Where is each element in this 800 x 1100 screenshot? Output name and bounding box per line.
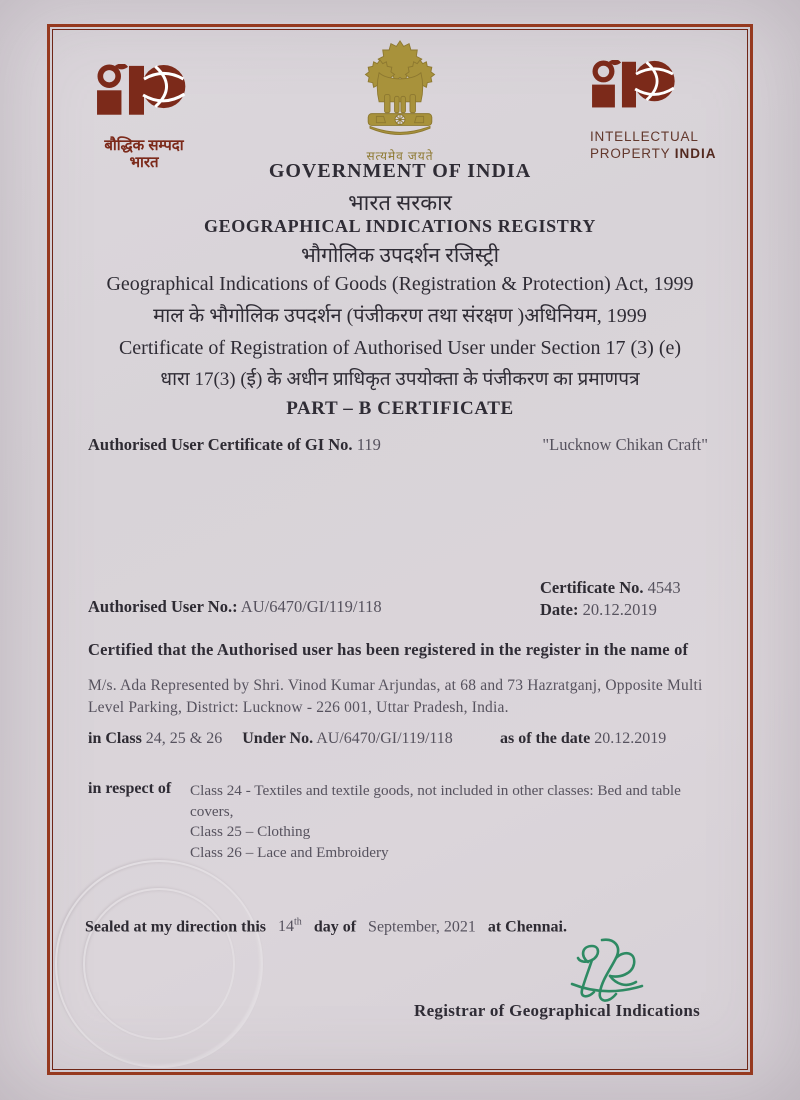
ip-logo-caption-english-line2: PROPERTY INDIA [590,146,717,161]
under-no-label: Under No. [242,730,314,747]
certificate-date-label: Date: [540,600,579,619]
sealed-label: Sealed at my direction this [85,918,267,936]
goods-classes-list [190,781,696,863]
embossed-seal-inner-ring [83,888,235,1040]
heading-bharat-sarkar: भारत सरकार [348,190,452,215]
gi-number-line [88,435,708,455]
sealed-statement [85,917,567,936]
ip-india-logo-left [70,64,218,171]
heading-act-hindi: माल के भौगोलिक उपदर्शन (पंजीकरण तथा संरक्षण )अधिनियम, 1999 [153,305,647,327]
as-of-date-value: 20.12.2019 [594,730,667,747]
authorised-user-label: Authorised User No.: [88,597,238,616]
heading-section-hindi: धारा 17(3) (ई) के अधीन प्राधिकृत उपयोक्ता के पंजीकरण का प्रमाणपत्र [160,369,640,390]
authorised-user-value: AU/6470/GI/119/118 [240,597,382,616]
ip-india-logo-icon [590,60,682,118]
class-under-no-line [88,730,720,748]
in-respect-of-label: in respect of [88,780,172,797]
as-of-date-group [500,730,666,748]
in-class-label: in Class [88,730,142,747]
ip-logo-caption-hindi-line1: बौद्धिक सम्पदा [104,137,184,154]
sealed-month: September, 2021 [368,918,476,936]
ip-india-logo-icon [95,64,193,126]
in-class-value: 24, 25 & 26 [145,730,223,747]
authorised-user-line [88,597,382,617]
certificate-number-block [540,577,681,621]
emblem-motto: सत्यमेव जयते [366,149,434,163]
certificate-date-line [540,599,681,621]
class-26-item: Class 26 – Lace and Embroidery [190,843,389,861]
heading-gi-registry: GEOGRAPHICAL INDICATIONS REGISTRY [204,216,596,236]
embossed-seal [55,860,263,1068]
heading-gi-registry-hindi: भौगोलिक उपदर्शन रजिस्ट्री [300,243,500,267]
ip-india-logo-right [590,60,750,162]
class-24-item: Class 24 - Textiles and textile goods, not included in other classes: Bed and table covers, [190,782,681,820]
as-of-date-label: as of the date [500,730,591,747]
certificate-number-value: 4543 [647,578,681,597]
gi-name: "Lucknow Chikan Craft" [542,435,708,454]
sealed-day: 14th [278,917,302,936]
class-25-item: Class 25 – Clothing [190,823,311,840]
certificate-date-value: 20.12.2019 [582,600,657,619]
heading-section-english: Certificate of Registration of Authorised User under Section 17 (3) (e) [118,337,682,359]
national-emblem-icon [354,40,446,140]
under-no-value: AU/6470/GI/119/118 [316,730,453,747]
certificate-number-line [540,577,681,599]
national-emblem [348,40,452,164]
sealed-day-of-label: day of [313,918,357,936]
ip-logo-caption-english-line1: INTELLECTUAL [590,129,699,144]
certificate-number-label: Certificate No. [540,578,644,597]
sealed-place: at Chennai. [487,918,567,936]
heading-part-b-certificate: PART – B CERTIFICATE [286,398,514,419]
sealed-day-ordinal: th [294,917,302,928]
ip-logo-caption-hindi-line2: भारत [129,154,159,171]
gi-number-label: Authorised User Certificate of GI No. [88,435,353,454]
gi-number-label-group [88,435,381,455]
heading-act-english: Geographical Indications of Goods (Registration & Protection) Act, 1999 [106,273,694,295]
registrar-signature-icon [558,936,654,1018]
registrant-details: M/s. Ada Represented by Shri. Vinod Kumar Arjundas, at 68 and 73 Hazratganj, Opposite Multi Level Parking, District: Lucknow - 226 001, Uttar Pradesh, India. [88,677,703,716]
registrar-title: Registrar of Geographical Indications [414,1001,701,1020]
gi-number-value: 119 [356,435,381,454]
heading-government-of-india: GOVERNMENT OF INDIA [268,160,532,182]
certified-statement: Certified that the Authorised user has been registered in the register in the name of [88,640,689,659]
